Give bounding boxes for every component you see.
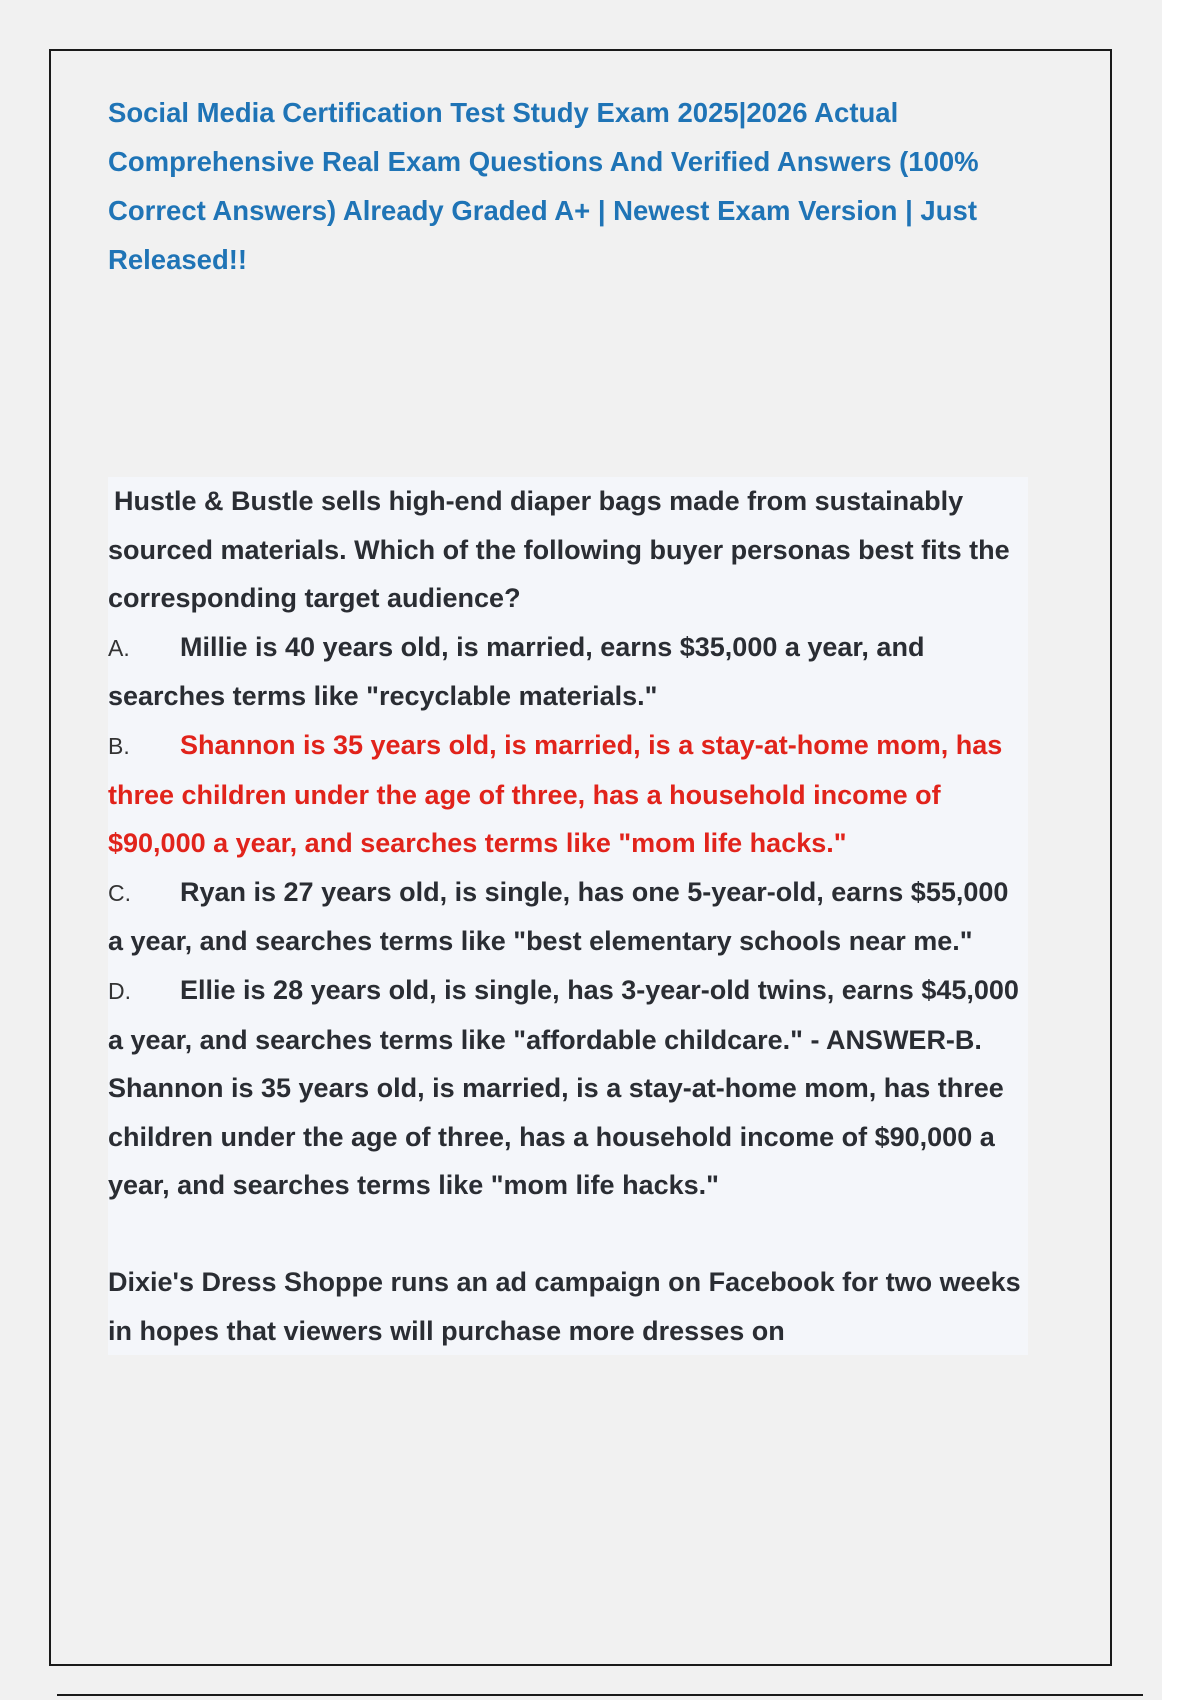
document-body: [108, 477, 1028, 1355]
option-text: Millie is 40 years old, is married, earns $35,000 a year, and searches terms like "recyclable materials.": [108, 631, 925, 712]
question-2-text: Dixie's Dress Shoppe runs an ad campaign on Facebook for two weeks in hopes that viewers will purchase more dresses on: [108, 1266, 1021, 1346]
paragraph-gap: [108, 1210, 1028, 1258]
option-letter: B.: [108, 732, 130, 759]
option-text: Shannon is 35 years old, is married, is a stay-at-home mom, has three children under the age of three, has a household income of $90,000 a year, and searches terms like "mom life hacks.": [108, 729, 1003, 859]
option-letter: D.: [108, 977, 131, 1004]
question-1-option-c: [108, 868, 1028, 966]
question-1-text: Hustle & Bustle sells high-end diaper bags made from sustainably sourced materials. Which of the following buyer personas best fits the corresponding target audience?: [108, 486, 1010, 614]
page-edge-strip: [1162, 0, 1200, 1700]
question-1-option-d: [108, 966, 1028, 1210]
option-text: Ryan is 27 years old, is single, has one 5-year-old, earns $55,000 a year, and searches terms like "best elementary schools near me.": [108, 876, 1009, 957]
bottom-divider: [57, 1694, 1143, 1696]
option-letter: A.: [108, 634, 130, 661]
option-text: Ellie is 28 years old, is single, has 3-year-old twins, earns $45,000 a year, and searches terms like "affordable childcare." - ANSWER-B. Shannon is 35 years old, is married, is a stay-at-home mom, has three children under the age of three, has a household income of $90,000 a year, and searches terms like "mom life hacks.": [108, 974, 1019, 1201]
document-header: [108, 88, 1028, 284]
document-title: Social Media Certification Test Study Exam 2025|2026 Actual Comprehensive Real Exam Questions And Verified Answers (100% Correct Answers) Already Graded A+ | Newest Exam Version | Just Released!!: [108, 97, 979, 275]
question-1-option-a: [108, 623, 1028, 721]
question-1-option-b-correct: [108, 721, 1028, 868]
option-letter: C.: [108, 879, 131, 906]
